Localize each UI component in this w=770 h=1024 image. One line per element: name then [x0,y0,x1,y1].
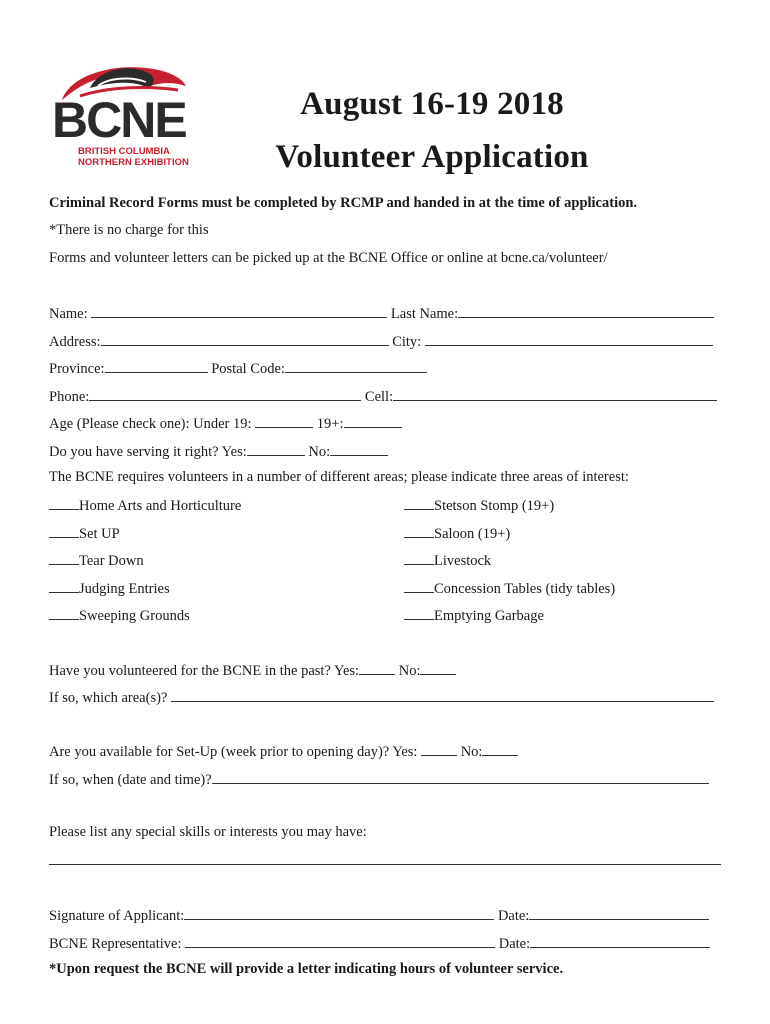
phone-row [49,386,717,406]
setup-when-row [49,769,709,789]
no-charge-note: *There is no charge for this [49,222,209,238]
age-19-plus-label: 19+: [316,416,344,432]
signature-field[interactable] [184,905,494,920]
province-row [49,358,427,378]
serving-row [49,441,388,461]
area-item: Sweeping Grounds [49,605,190,625]
area-item: Judging Entries [49,578,170,598]
area-item: Tear Down [49,550,144,570]
name-label: Name: [49,306,88,322]
last-name-label: Last Name: [390,306,459,322]
area-checkbox[interactable] [404,578,434,593]
age-label: Age (Please check one): Under 19: [49,416,252,432]
signature-row [49,905,709,925]
representative-label: BCNE Representative: [49,936,182,952]
representative-date-field[interactable] [530,933,710,948]
criminal-record-note: Criminal Record Forms must be completed by RCMP and handed in at the time of application. [49,195,638,211]
serving-label: Do you have serving it right? Yes: [49,444,247,460]
name-field[interactable] [91,303,387,318]
skills-field[interactable] [49,864,721,865]
past-yes-field[interactable] [359,660,395,675]
area-checkbox[interactable] [404,495,434,510]
areas-intro: The BCNE requires volunteers in a number of different areas; please indicate three areas of interest: [49,469,629,485]
phone-field[interactable] [89,386,361,401]
city-label: City: [392,334,422,350]
setup-when-field[interactable] [212,769,709,784]
area-checkbox[interactable] [404,550,434,565]
area-item: Concession Tables (tidy tables) [404,578,615,598]
past-no-field[interactable] [420,660,456,675]
last-name-field[interactable] [458,303,714,318]
address-row [49,331,713,351]
past-areas-label: If so, which area(s)? [49,690,168,706]
representative-field[interactable] [185,933,495,948]
bcne-logo [50,56,190,168]
phone-label: Phone: [49,389,90,405]
area-item: Home Arts and Horticulture [49,495,241,515]
serving-no-field[interactable] [330,441,388,456]
past-volunteer-row [49,660,456,680]
setup-when-label: If so, when (date and time)? [49,772,212,788]
serving-yes-field[interactable] [247,441,305,456]
postal-code-label: Postal Code: [211,361,285,377]
area-checkbox[interactable] [404,605,434,620]
setup-yes-field[interactable] [421,741,457,756]
setup-row [49,741,518,761]
signature-label: Signature of Applicant: [49,908,185,924]
setup-no-field[interactable] [482,741,518,756]
setup-label: Are you available for Set-Up (week prior to opening day)? Yes: [49,744,418,760]
logo-line1: BRITISH COLUMBIA [78,146,170,157]
address-field[interactable] [101,331,389,346]
representative-row [49,933,710,953]
area-checkbox[interactable] [49,523,79,538]
cell-field[interactable] [393,386,717,401]
province-label: Province: [49,361,105,377]
serving-no-label: No: [308,444,331,460]
under-19-field[interactable] [255,413,313,428]
area-checkbox[interactable] [404,523,434,538]
province-field[interactable] [105,358,208,373]
setup-no-label: No: [460,744,483,760]
cell-label: Cell: [364,389,394,405]
footer-note: *Upon request the BCNE will provide a letter indicating hours of volunteer service. [49,961,564,977]
past-volunteer-label: Have you volunteered for the BCNE in the past? Yes: [49,663,360,679]
area-item: Saloon (19+) [404,523,510,543]
page-subtitle: Volunteer Application [275,139,589,175]
past-areas-row [49,687,714,707]
name-row [49,303,714,323]
area-checkbox[interactable] [49,578,79,593]
postal-code-field[interactable] [285,358,427,373]
page-title: August 16-19 2018 [300,86,564,122]
signature-date-label: Date: [497,908,530,924]
age-row [49,413,402,433]
age-19-plus-field[interactable] [344,413,402,428]
logo-line2: NORTHERN EXHIBITION [78,157,189,168]
address-label: Address: [49,334,101,350]
city-field[interactable] [425,331,713,346]
past-areas-field[interactable] [171,687,714,702]
skills-label: Please list any special skills or interests you may have: [49,824,367,840]
logo-acronym: BCNE [52,92,186,148]
area-checkbox[interactable] [49,550,79,565]
area-checkbox[interactable] [49,605,79,620]
forms-note: Forms and volunteer letters can be picked up at the BCNE Office or online at bcne.ca/volunteer/ [49,250,608,266]
signature-date-field[interactable] [529,905,709,920]
area-item: Livestock [404,550,491,570]
area-item: Stetson Stomp (19+) [404,495,554,515]
past-no-label: No: [398,663,421,679]
representative-date-label: Date: [498,936,531,952]
area-item: Set UP [49,523,120,543]
area-checkbox[interactable] [49,495,79,510]
area-item: Emptying Garbage [404,605,544,625]
